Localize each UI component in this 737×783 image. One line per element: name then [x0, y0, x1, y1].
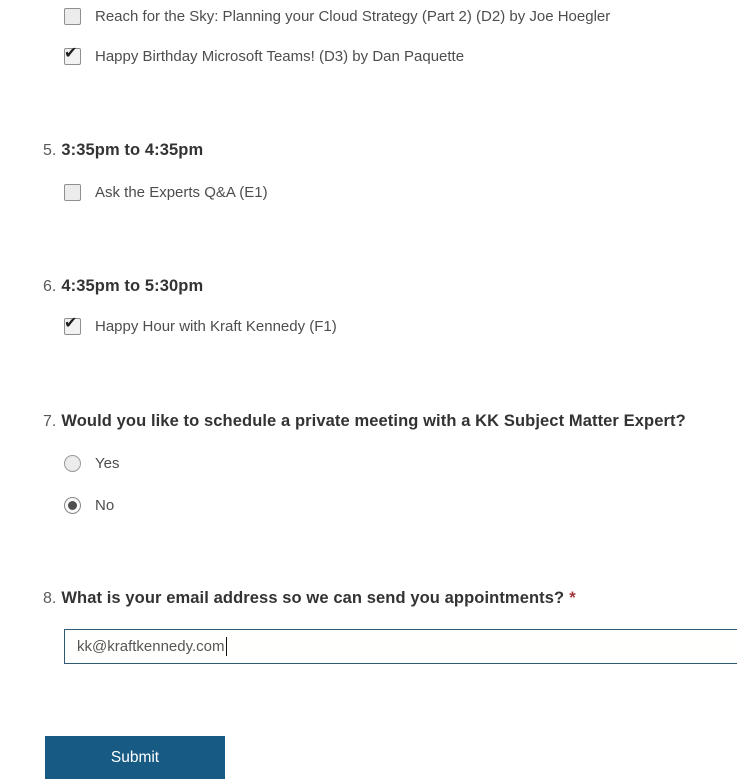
- email-input[interactable]: [64, 629, 737, 664]
- radio-selected-icon[interactable]: [64, 497, 81, 514]
- question-text: What is your email address so we can send you appointments?: [61, 589, 565, 607]
- checkbox-checked-icon[interactable]: [64, 45, 81, 65]
- checkbox-unchecked-icon[interactable]: [64, 8, 81, 25]
- checkbox-unchecked-icon[interactable]: [64, 184, 81, 201]
- checkbox-option-label: Ask the Experts Q&A (E1): [95, 184, 268, 201]
- radio-dot-icon: [68, 501, 77, 510]
- radio-option-label: No: [95, 497, 115, 514]
- radio-option-yes[interactable]: [64, 455, 119, 472]
- question-text: 3:35pm to 4:35pm: [61, 141, 204, 159]
- checkbox-option-label: Happy Hour with Kraft Kennedy (F1): [95, 318, 337, 335]
- check-icon: ✔: [64, 45, 78, 62]
- checkbox-checked-icon[interactable]: [64, 315, 81, 335]
- required-asterisk: *: [569, 589, 576, 607]
- text-cursor: [226, 637, 227, 656]
- checkbox-option-label: Happy Birthday Microsoft Teams! (D3) by Dan Paquette: [95, 48, 465, 65]
- email-input-value: kk@kraftkennedy.com: [77, 638, 225, 655]
- question-7-title: [43, 411, 727, 432]
- question-number: 7.: [43, 413, 57, 430]
- check-icon: ✔: [64, 315, 78, 332]
- checkbox-option-happy-hour[interactable]: [64, 315, 337, 335]
- question-6-title: [43, 276, 727, 297]
- question-8-title: [43, 588, 727, 609]
- radio-unselected-icon[interactable]: [64, 455, 81, 472]
- radio-option-label: Yes: [95, 455, 120, 472]
- question-number: 5.: [43, 142, 57, 159]
- checkbox-option-label: Reach for the Sky: Planning your Cloud Strategy (Part 2) (D2) by Joe Hoegler: [95, 8, 611, 25]
- question-text: 4:35pm to 5:30pm: [61, 277, 204, 295]
- checkbox-option-happy-birthday-teams[interactable]: [64, 45, 465, 65]
- checkbox-option-ask-the-experts[interactable]: [64, 184, 268, 201]
- question-5-title: [43, 140, 727, 161]
- question-number: 6.: [43, 278, 57, 295]
- submit-button[interactable]: Submit: [45, 736, 225, 779]
- question-text: Would you like to schedule a private meeting with a KK Subject Matter Expert?: [61, 412, 686, 430]
- radio-option-no[interactable]: [64, 497, 114, 514]
- checkbox-option-cloud-strategy[interactable]: [64, 8, 610, 25]
- question-number: 8.: [43, 590, 57, 607]
